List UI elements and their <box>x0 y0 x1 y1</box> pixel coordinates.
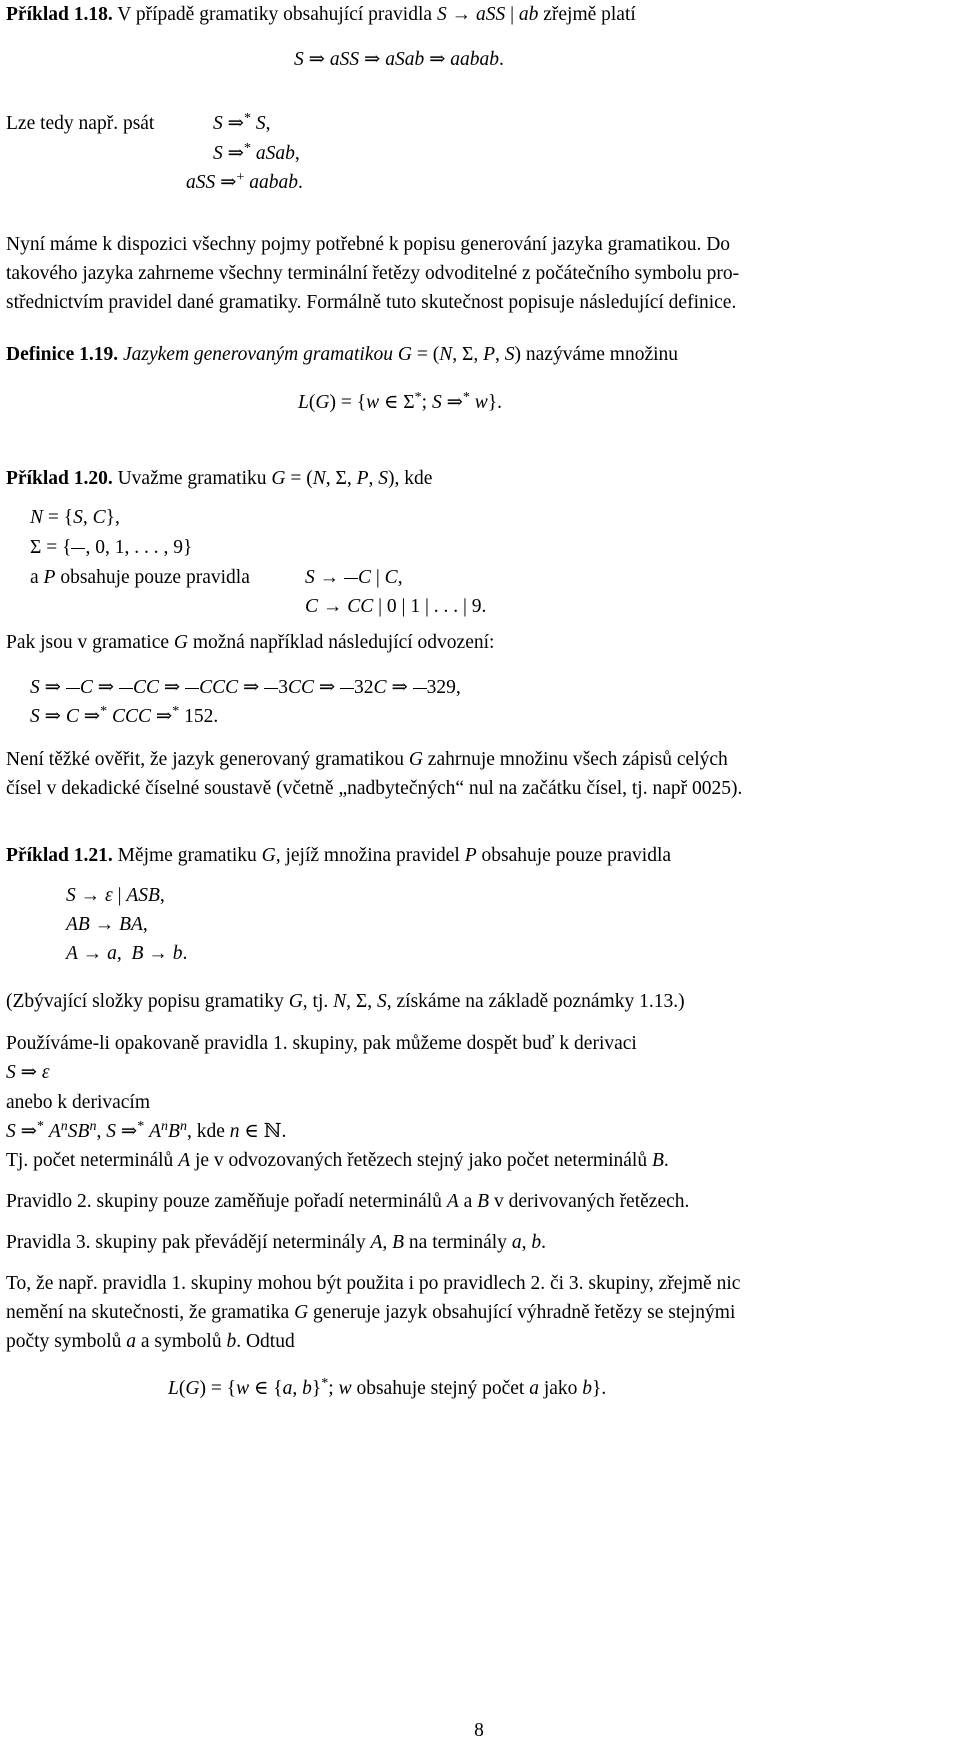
ex121-p4: Pravidlo 2. skupiny pouze zaměňuje pořadí neterminálů A a B v derivovaných řetězech. <box>6 1191 690 1212</box>
derivation-2: S ⇒ C ⇒* CCC ⇒* 152. <box>30 702 219 727</box>
example-label: Příklad 1.21. <box>6 845 113 866</box>
example-121-heading: Příklad 1.21. Mějme gramatiku G, jejíž množina pravidel P obsahuje pouze pravidla <box>6 845 672 866</box>
definition-label: Definice 1.19. <box>6 344 119 365</box>
para1-line-1: Nyní máme k dispozici všechny pojmy potřebné k popisu generování jazyka gramatikou. Do <box>6 234 731 255</box>
ex120-para-line-2: čísel v dekadické číselné soustavě (včetně „nadbytečných“ nul na začátku čísel, tj. např 0025). <box>6 778 743 799</box>
definition-formula: L(G) = {w ∈ Σ*; S ⇒* w}. <box>298 388 503 413</box>
para1-line-2: takového jazyka zahrneme všechny terminální řetězy odvoditelné z počátečního symbolu pro- <box>6 263 740 284</box>
ex121-p6-line-1: To, že např. pravidla 1. skupiny mohou být použita i po pravidlech 2. či 3. skupiny, zřejmě nic <box>6 1273 741 1294</box>
ex121-p2: anebo k derivacím <box>6 1092 151 1113</box>
n-set: N = {S, C}, <box>30 507 120 528</box>
derivation-1: S ⇒ C ⇒ CC ⇒ CCC ⇒ 3CC ⇒ 32C ⇒ 329, <box>30 677 461 698</box>
ex121-p6-line-3: počty symbolů a a symbolů b. Odtud <box>6 1331 295 1352</box>
example-120-heading: Příklad 1.20. Uvažme gramatiku G = (N, Σ, P, S), kde <box>6 468 433 489</box>
ex121-rule-1: S → ε | ASB, <box>66 885 165 906</box>
document-page <box>6 0 952 1759</box>
ex120-para-line-1: Není těžké ověřit, že jazyk generovaný gramatikou G zahrnuje množinu všech zápisů celých <box>6 749 728 770</box>
page-number: 8 <box>474 1720 484 1741</box>
ex121-rule-3: A → a, B → b. <box>66 943 188 964</box>
example-label: Příklad 1.18. <box>6 4 113 25</box>
derivation-intro: Pak jsou v gramatice G možná například následující odvození: <box>6 632 495 653</box>
rule-2: C → CC | 0 | 1 | . . . | 9. <box>305 596 487 617</box>
ex121-rule-2: AB → BA, <box>66 914 148 935</box>
rules-label: a P obsahuje pouze pravidla <box>30 567 250 588</box>
ex121-note: (Zbývající složky popisu gramatiky G, tj. N, Σ, S, získáme na základě poznámky 1.13.) <box>6 991 685 1012</box>
final-formula: L(G) = {w ∈ {a, b}*; w obsahuje stejný počet a jako b}. <box>168 1374 607 1399</box>
example-lead: V případě gramatiky obsahující pravidla S → aSS | ab zřejmě platí <box>117 4 636 25</box>
ex121-p3: Tj. počet neterminálů A je v odvozovaných řetězech stejný jako počet neterminálů B. <box>6 1150 669 1171</box>
para1-line-3: střednictvím pravidel dané gramatiky. Formálně tuto skutečnost popisuje následující definice. <box>6 292 737 313</box>
derivation-line-1: S ⇒* S, <box>213 109 271 134</box>
ex121-d1: S ⇒ ε <box>6 1062 50 1083</box>
lze-label: Lze tedy např. psát <box>6 113 155 134</box>
ex121-p6-line-2: nemění na skutečnosti, že gramatika G generuje jazyk obsahující výhradně řetězy se stejnými <box>6 1302 736 1323</box>
derivation-line-2: S ⇒* aSab, <box>213 139 300 164</box>
ex121-p5: Pravidla 3. skupiny pak převádějí neterminály A, B na terminály a, b. <box>6 1232 546 1253</box>
rule-1: S → C | C, <box>305 567 403 588</box>
derivation-formula: S ⇒ aSS ⇒ aSab ⇒ aabab. <box>294 49 504 70</box>
derivation-line-3: aSS ⇒+ aabab. <box>186 168 303 193</box>
example-label: Příklad 1.20. <box>6 468 113 489</box>
ex121-d2: S ⇒* $A^nSB^n$, S ⇒* $A^nB^n$, kde n ∈ ℕ. <box>6 1117 287 1142</box>
ex121-p1: Používáme-li opakovaně pravidla 1. skupiny, pak můžeme dospět buď k derivaci <box>6 1033 637 1054</box>
definition-119: Definice 1.19. Jazykem generovaným gramatikou G = (N, Σ, P, S) nazýváme množinu <box>6 344 679 365</box>
example-118-heading <box>6 2 636 28</box>
sigma-set: Σ = { , 0, 1, . . . , 9} <box>30 537 193 558</box>
